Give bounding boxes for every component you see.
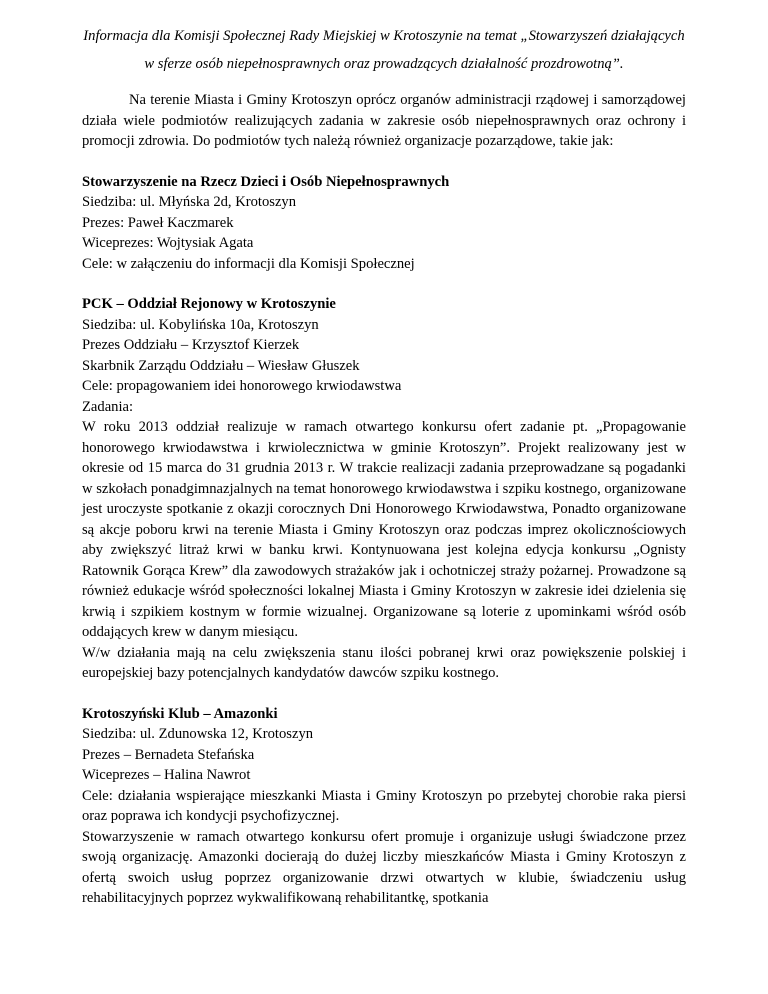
org-section-1 (82, 172, 686, 275)
org1-goals: Cele: w załączeniu do informacji dla Komisji Społecznej (82, 255, 415, 272)
org3-text: Stowarzyszenie w ramach otwartego konkursu ofert promuje i organizuje usługi świadczone przez swoją organizację. Amazonki docierają do dużej liczby mieszkańców Miasta i Gminy Krotoszyn z ofertą swoich usług poprzez organizowanie drzwi otwartych w klubie, świadczeniu usług rehabilitacyjnych poprzez wykwalifikowaną rehabilitantkę, spotkania (82, 828, 686, 906)
org3-name: Krotoszyński Klub – Amazonki (82, 705, 278, 722)
org3-address: Siedziba: ul. Zdunowska 12, Krotoszyn (82, 726, 314, 742)
org2-president: Prezes Oddziału – Krzysztof Kierzek (82, 337, 300, 353)
org3-goals: Cele: działania wspierające mieszkanki Miasta i Gminy Krotoszyn po przebytej chorobie raka piersi oraz poprawa ich kondycji psychofizycznej. (82, 787, 686, 824)
document-page (82, 22, 686, 929)
org3-vice: Wiceprezes – Halina Nawrot (82, 767, 251, 783)
org2-tasks-text: W roku 2013 oddział realizuje w ramach otwartego konkursu ofert zadanie pt. „Propagowanie honorowego krwiodawstwa i krwiolecznictwa w gminie Krotoszyn”. Projekt realizowany jest w okresie od 15 marca do 31 grudnia 2013 r. W trakcie realizacji zadania przeprowadzane są pogadanki w szkołach ponadgimnazjalnych na temat honorowego krwiodawstwa i szpiku kostnego, organizowane jest uroczyste spotkanie z okazji corocznych Dni Honorowego Krwiodawstwa, Ponadto organizowane są akcje poboru krwi na terenie Miasta i Gminy Krotoszyn oraz podczas imprez okolicznościowych aby zwiększyć litraż krwi w banku krwi. Kontynuowana jest kolejna edycja konkursu „Ognisty Ratownik Gorąca Krew” dla zawodowych strażaków jak i ochotniczej straży pożarnej. Prowadzone są również edukacje wśród społeczności lokalnej Miasta i Gminy Krotoszyn w zakresie idei dzielenia się krwią i szpikiem kostnym w formie wizualnej. Organizowane są loterie z upominkami wśród osób oddających krew w danym miesiącu. (82, 419, 686, 640)
org-section-3 (82, 704, 686, 909)
org1-name: Stowarzyszenie na Rzecz Dzieci i Osób Niepełnosprawnych (82, 173, 450, 190)
org2-tasks-label: Zadania: (82, 398, 134, 415)
document-title: Informacja dla Komisji Społecznej Rady Miejskiej w Krotoszynie na temat „Stowarzyszeń działających w sferze osób niepełnosprawnych oraz prowadzących działalność prozdrowotną”. (83, 28, 685, 72)
org1-address: Siedziba: ul. Młyńska 2d, Krotoszyn (82, 194, 297, 210)
org2-summary: W/w działania mają na celu zwiększenia stanu ilości pobranej krwi oraz powiększenie polskiej i europejskiej bazy potencjalnych kandydatów dawców szpiku kostnego. (82, 644, 686, 681)
org2-address: Siedziba: ul. Kobylińska 10a, Krotoszyn (82, 316, 319, 333)
org2-treasurer: Skarbnik Zarządu Oddziału – Wiesław Głuszek (82, 357, 360, 374)
org2-goals: Cele: propagowaniem idei honorowego krwiodawstwa (82, 378, 402, 394)
intro-paragraph: Na terenie Miasta i Gminy Krotoszyn oprócz organów administracji rządowej i samorządowej działa wiele podmiotów realizujących zadania w zakresie osób niepełnosprawnych oraz ochrony i promocji zdrowia. Do podmiotów tych należą również organizacje pozarządowe, takie jak: (82, 92, 686, 149)
org3-president: Prezes – Bernadeta Stefańska (82, 746, 255, 763)
org1-president: Prezes: Paweł Kaczmarek (82, 214, 234, 231)
org1-vice: Wiceprezes: Wojtysiak Agata (82, 235, 254, 251)
org2-name: PCK – Oddział Rejonowy w Krotoszynie (82, 296, 336, 312)
org-section-2 (82, 294, 686, 684)
